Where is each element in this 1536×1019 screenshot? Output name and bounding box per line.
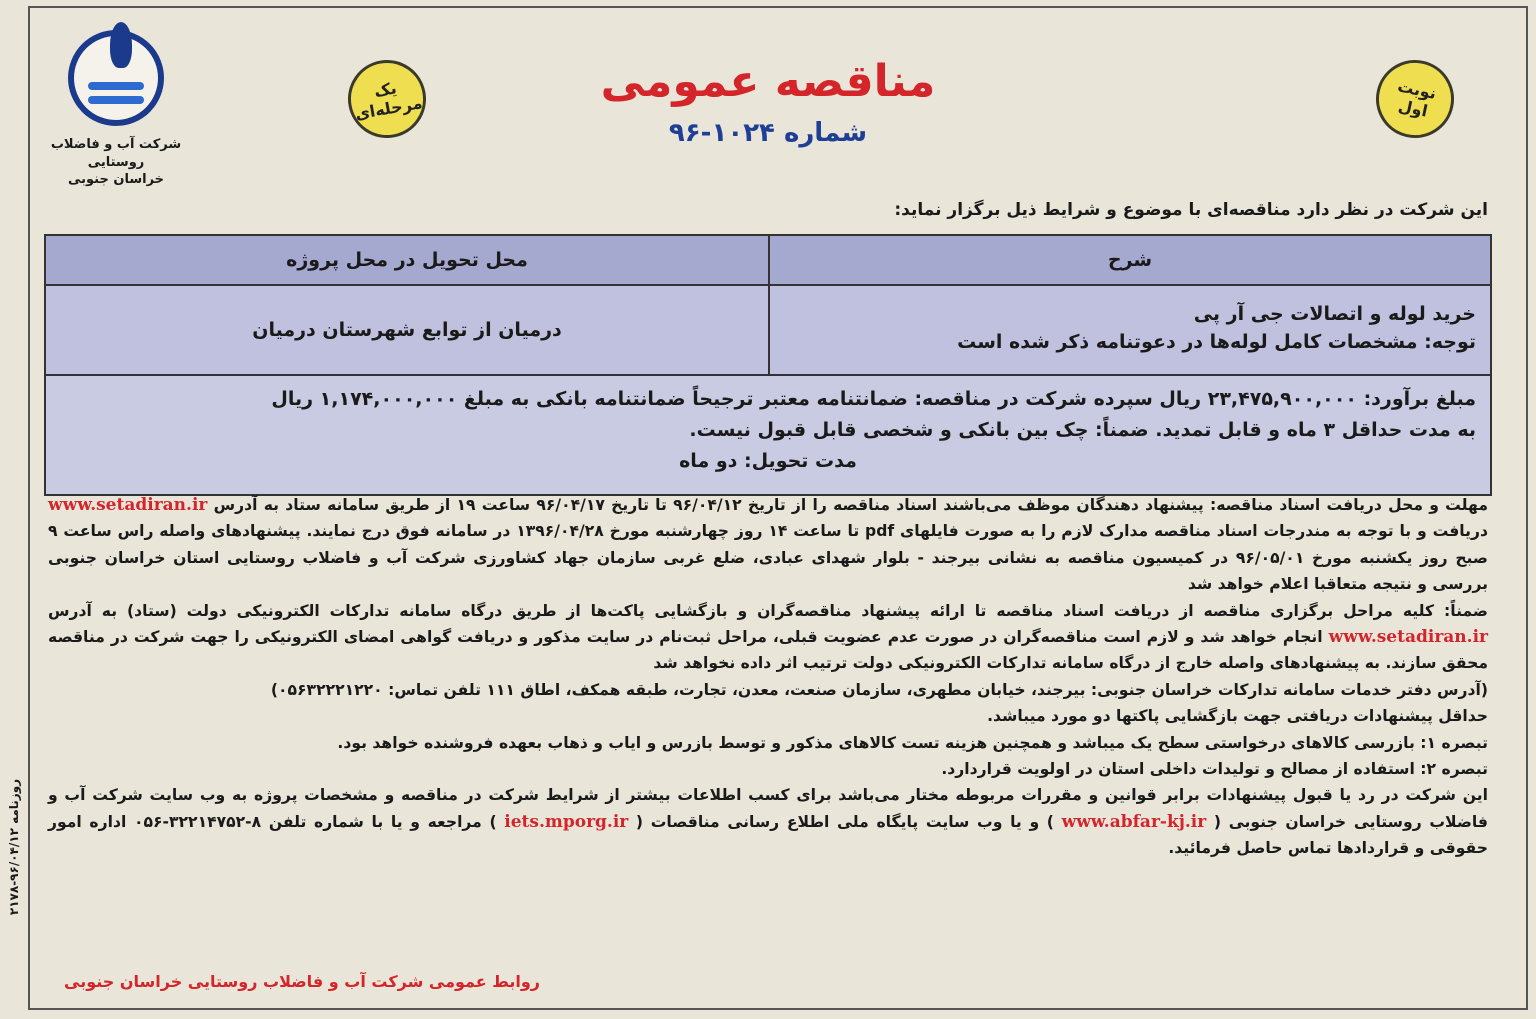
tender-table: [44, 234, 1492, 496]
estimate-row: [46, 376, 1490, 494]
iets-link[interactable]: iets.mporg.ir: [504, 811, 629, 832]
table-row: [46, 286, 1490, 376]
description-line: خرید لوله و اتصالات جی آر پی: [1193, 303, 1476, 325]
company-logo-block: [26, 30, 206, 189]
table-header-row: [46, 236, 1490, 286]
header-delivery: محل تحویل در محل پروژه: [46, 236, 768, 284]
setad-link[interactable]: www.setadiran.ir: [48, 495, 208, 515]
notice-body: [48, 492, 1488, 862]
intro-text: این شرکت در نظر دارد مناقصه‌ای با موضوع و شرایط ذیل برگزار نماید:: [894, 200, 1488, 220]
abfar-link[interactable]: www.abfar-kj.ir: [1061, 811, 1207, 832]
page-title: مناقصه عمومی: [600, 56, 936, 107]
tender-number: شماره ۱۰۲۴-۹۶: [668, 118, 868, 148]
minimum-bids: حداقل پیشنهادات دریافتی جهت بازگشایی پاکتها دو مورد میباشد.: [987, 707, 1488, 726]
setad-link-2[interactable]: www.setadiran.ir: [1328, 627, 1488, 648]
estimate-amount: مبلغ برآورد: ۲۳,۴۷۵,۹۰۰,۰۰۰ ریال سپرده شرکت در مناقصه: ضمانتنامه معتبر ترجیحاً ضمانتنامه بانکی به مبلغ ۱,۱۷۴,۰۰۰,۰۰۰ ریال: [271, 388, 1476, 410]
delivery-duration: مدت تحویل: دو ماه: [679, 450, 857, 472]
note-2: تبصره ۲: استفاده از مصالح و تولیدات داخلی استان در اولویت قراردارد.: [941, 760, 1488, 779]
newspaper-reference: روزنامه ۹۶/۰۴/۱۲-۲۱۷۸: [7, 778, 21, 916]
procedure-paragraph: ضمناً: کلیه مراحل برگزاری مناقصه از دریافت اسناد مناقصه تا ارائه پیشنهاد مناقصه‌گران و بازگشایی پاکت‌ها از طریق درگاه سامانه تدارکات الکترونیکی دولت (ستاد) به آدرس www.setadiran.ir انجام خواهد شد و لازم است مناقصه‌گران در صورت عدم عضویت قبلی، مراحل ثبت‌نام در سایت مذکور و دریافت گواهی امضای الکترونیکی را جهت شرکت در مناقصه محقق سازند. به پیشنهادهای واصله خارج از درگاه سامانه تدارکات الکترونیکی دولت ترتیب اثر داده نخواهد شد: [48, 601, 1488, 673]
description-note: توجه: مشخصات کامل لوله‌ها در دعوتنامه ذکر شده است: [957, 331, 1476, 353]
estimate-cell: [46, 376, 1490, 494]
delivery-cell: درمیان از توابع شهرستان درمیان: [46, 286, 768, 374]
guarantee-terms: به مدت حداقل ۳ ماه و قابل تمدید. ضمناً: چک بین بانکی و شخصی قابل قبول نیست.: [689, 419, 1476, 441]
description-cell: [768, 286, 1490, 374]
company-name: شرکت آب و فاضلاب روستایی خراسان جنوبی: [50, 137, 182, 188]
note-1: تبصره ۱: بازرسی کالاهای درخواستی سطح یک میباشد و همچنین هزینه تست کالاهای مذکور و توسط بازرس و ایاب و ذهاب بعهده فروشنده خواهد بود.: [337, 733, 1488, 752]
side-reference: [2, 700, 22, 1000]
contact-paragraph: این شرکت در رد یا قبول پیشنهادات برابر قوانین و مقررات مربوطه مختار می‌باشد برای کسب اطلاعات بیشتر از شرایط شرکت در مناقصه و مشخصات پروژه به وب سایت شرکت آب و فاضلاب روستایی خراسان جنوبی ( www.abfar-kj.ir ) و یا وب سایت پایگاه ملی اطلاع رسانی مناقصات ( iets.mporg.ir ) مراجعه و یا با شماره تلفن ۸-۳۲۲۱۴۷۵۲-۰۵۶ اداره امور حقوقی و قراردادها تماس حاصل فرمائید.: [48, 786, 1488, 858]
single-stage-badge: یک مرحله‌ای: [342, 54, 432, 144]
deadline-paragraph: مهلت و محل دریافت اسناد مناقصه: پیشنهاد دهندگان موظف می‌باشند اسناد مناقصه را از تاریخ ۹۶/۰۴/۱۲ تا تاریخ ۹۶/۰۴/۱۷ ساعت ۱۹ از طریق سامانه ستاد به آدرس www.setadiran.ir دریافت و با توجه به مندرجات اسناد مناقصه مدارک لازم را به صورت فایلهای pdf تا ساعت ۱۴ روز چهارشنبه مورخ ۱۳۹۶/۰۴/۲۸ در سامانه فوق درج نمایند. پیشنهادهای واصله راس ساعت ۹ صبح روز یکشنبه مورخ ۹۶/۰۵/۰۱ در کمیسیون مناقصه به نشانی بیرجند - بلوار شهدای عبادی، ضلع غربی سازمان جهاد کشاورزی شرکت آب و فاضلاب روستایی استان خراسان جنوبی بررسی و نتیجه متعاقبا اعلام خواهد شد: [48, 495, 1488, 594]
first-round-badge: نوبت اول: [1369, 53, 1462, 146]
office-address: (آدرس دفتر خدمات سامانه تدارکات خراسان جنوبی: بیرجند، خیابان مطهری، سازمان صنعت، معدن، تجارت، طبقه همکف، اطاق ۱۱۱ تلفن تماس: ۰۵۶۳۲۲۲۱۲۲۰): [270, 680, 1488, 699]
public-relations-signature: روابط عمومی شرکت آب و فاضلاب روستایی خراسان جنوبی: [64, 972, 541, 991]
header-description: شرح: [768, 236, 1490, 284]
